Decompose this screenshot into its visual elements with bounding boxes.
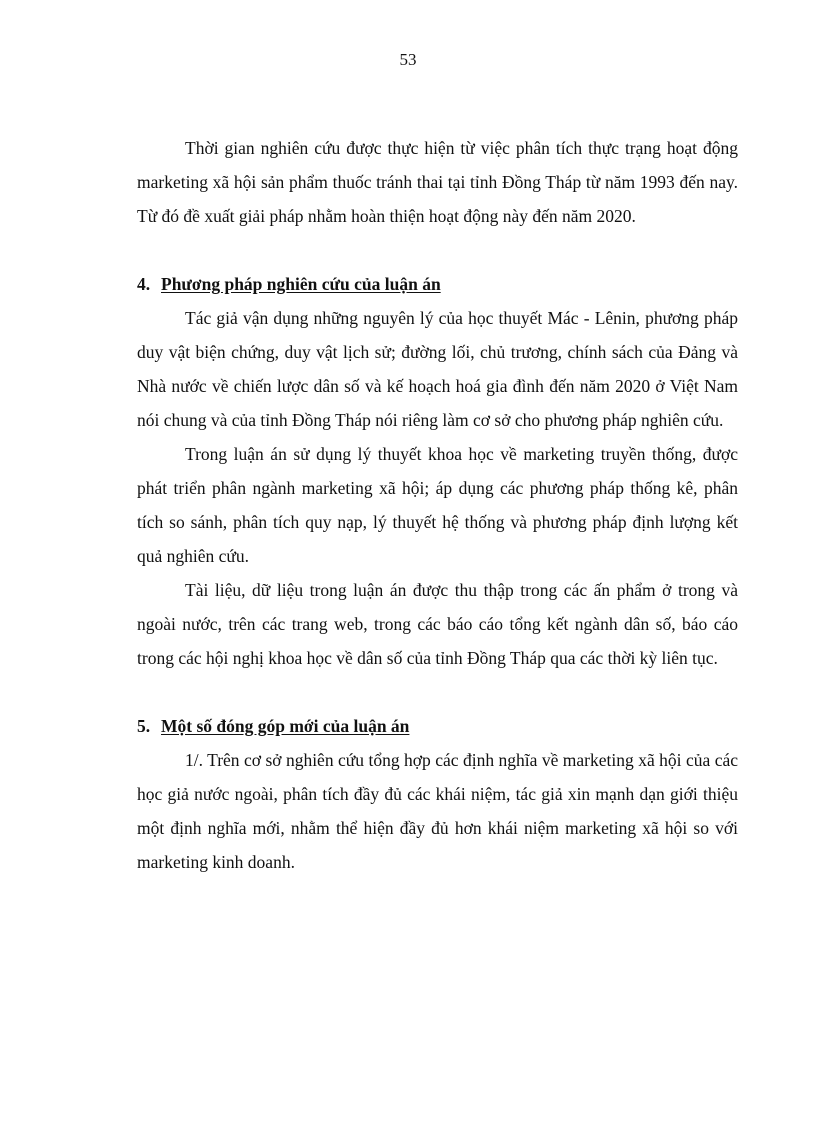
section-4-paragraph: Tác giả vận dụng những nguyên lý của học thuyết Mác - Lênin, phương pháp duy vật biện chứng, duy vật lịch sử; đường lối, chủ trương, chính sách của Đảng và Nhà nước về chiến lược dân số và kế hoạch hoá gia đình đến năm 2020 ở Việt Nam nói chung và của tỉnh Đồng Tháp nói riêng làm cơ sở cho phương pháp nghiên cứu. [137,308,738,430]
section-5-paragraph: 1/. Trên cơ sở nghiên cứu tổng hợp các định nghĩa về marketing xã hội của các học giả nước ngoài, phân tích đầy đủ các khái niệm, tác giả xin mạnh dạn giới thiệu một định nghĩa mới, nhằm thể hiện đầy đủ hơn khái niệm marketing xã hội so với marketing kinh doanh. [137,750,738,872]
section-5-number: 5. [137,716,151,736]
section-4-paragraph: Tài liệu, dữ liệu trong luận án được thu thập trong các ấn phẩm ở trong và ngoài nước, trên các trang web, trong các báo cáo tổng kết ngành dân số, báo cáo trong các hội nghị khoa học về dân số của tỉnh Đồng Tháp qua các thời kỳ liên tục. [137,580,738,668]
section-4-title: Phương pháp nghiên cứu của luận án [161,274,441,294]
page-number: 53 [399,50,417,69]
section-5-heading [137,709,738,743]
section-4-heading [137,267,738,301]
paragraph-research-timeframe: Thời gian nghiên cứu được thực hiện từ việc phân tích thực trạng hoạt động marketing xã hội sản phẩm thuốc tránh thai tại tỉnh Đồng Tháp từ năm 1993 đến nay. Từ đó đề xuất giải pháp nhằm hoàn thiện hoạt động này đến năm 2020. [137,138,738,226]
section-4-number: 4. [137,274,151,294]
document-body [137,131,738,879]
section-4-paragraph: Trong luận án sử dụng lý thuyết khoa học về marketing truyền thống, được phát triển phân ngành marketing xã hội; áp dụng các phương pháp thống kê, phân tích so sánh, phân tích quy nạp, lý thuyết hệ thống và phương pháp định lượng kết quả nghiên cứu. [137,444,738,566]
section-5-title: Một số đóng góp mới của luận án [161,716,410,736]
